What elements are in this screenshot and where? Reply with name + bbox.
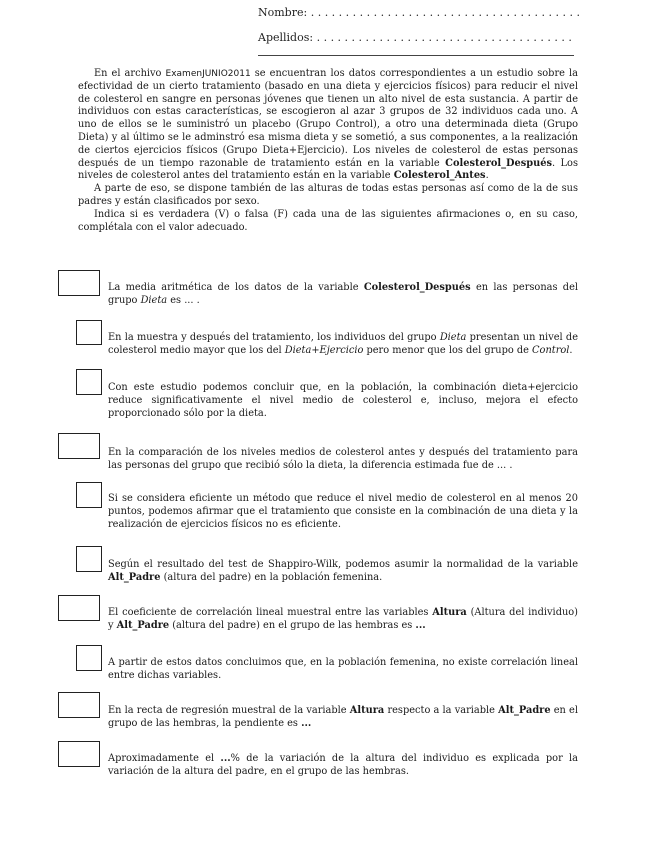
question-9: En la recta de regresión muestral de la variable Altura respecto a la variable Alt_Padre en el grupo de las hembras, la pendiente es ...: [108, 705, 578, 729]
intro-text: [78, 68, 578, 234]
apellidos-dots: . . . . . . . . . . . . . . . . . . . . . . . . . . . . . . . . . . . . .: [316, 31, 572, 44]
header-divider: [258, 55, 574, 56]
question-10: Aproximadamente el ...% de la variación de la altura del individuo es explicada por la variación de la altura del padre, en el grupo de las hembras.: [108, 753, 578, 777]
apellidos-field: [258, 31, 572, 44]
file-name: ExamenJUNIO2011: [165, 69, 251, 79]
answer-box-6[interactable]: [76, 546, 102, 572]
question-1: La media aritmética de los datos de la variable Colesterol_Después en las personas del grupo Dieta es ... .: [108, 282, 579, 306]
apellidos-label: Apellidos:: [258, 31, 314, 44]
nombre-label: Nombre:: [258, 6, 308, 19]
question-5: Si se considera eficiente un método que reduce el nivel medio de colesterol en al menos 20 puntos, podemos afirmar que el tratamiento que consiste en la combinación de una dieta y la realización de ejercicios físicos no es eficiente.: [108, 493, 578, 530]
answer-box-5[interactable]: [76, 482, 102, 508]
answer-box-4[interactable]: [58, 433, 100, 459]
question-3: Con este estudio podemos concluir que, en la población, la combinación dieta+ejercicio reduce significativamente el nivel medio de colesterol e, incluso, mejora el efecto proporcionado sólo por la dieta.: [108, 382, 578, 419]
question-2: En la muestra y después del tratamiento, los individuos del grupo Dieta presentan un nivel de colesterol medio mayor que los del Dieta+Ejercicio pero menor que los del grupo de Control.: [108, 332, 578, 356]
var-colesterol-despues: Colesterol_Después: [445, 157, 552, 169]
answer-box-9[interactable]: [58, 692, 100, 718]
answer-box-10[interactable]: [58, 741, 100, 767]
answer-box-2[interactable]: [76, 320, 102, 345]
var-colesterol-antes: Colesterol_Antes: [393, 170, 486, 182]
answer-box-7[interactable]: [58, 595, 100, 621]
question-7: El coeficiente de correlación lineal muestral entre las variables Altura (Altura del individuo) y Alt_Padre (altura del padre) en el grupo de las hembras es ...: [108, 607, 578, 631]
answer-box-3[interactable]: [76, 369, 102, 395]
question-6: Según el resultado del test de Shappiro-Wilk, podemos asumir la normalidad de la variable Alt_Padre (altura del padre) en la población femenina.: [108, 559, 578, 583]
answer-box-8[interactable]: [76, 645, 102, 671]
answer-box-1[interactable]: [58, 270, 100, 296]
intro-paragraph-1: En el archivo ExamenJUNIO2011 se encuentran los datos correspondientes a un estudio sobre la efectividad de un cierto tratamiento (basado en una dieta y ejercicios físicos) para reducir el nivel de colesterol en sangre en personas jóvenes que tienen un alto nivel de esta sustancia. A partir de individuos con estas características, se escogieron al azar 3 grupos de 32 individuos cada uno. A uno de ellos se le suministró un placebo (Grupo Control), a otro una determinada dieta (Grupo Dieta) y al último se le adminstró esa misma dieta y se sometió, a sus componentes, a la realización de ciertos ejercicios físicos (Grupo Dieta+Ejercicio). Los niveles de colesterol de estas personas después de un tiempo razonable de tratamiento están en la variable Colesterol_Después. Los niveles de colesterol antes del tratamiento están en la variable Colesterol_Antes.: [78, 68, 578, 182]
question-4: En la comparación de los niveles medios de colesterol antes y después del tratamiento para las personas del grupo que recibió sólo la dieta, la diferencia estimada fue de ... .: [108, 447, 578, 471]
nombre-field: [258, 6, 580, 19]
intro-paragraph-2: A parte de eso, se dispone también de las alturas de todas estas personas así como de la de sus padres y están clasificados por sexo.: [78, 183, 578, 207]
question-8: A partir de estos datos concluimos que, en la población femenina, no existe correlación lineal entre dichas variables.: [108, 657, 578, 681]
nombre-dots: . . . . . . . . . . . . . . . . . . . . . . . . . . . . . . . . . . . . . . .: [310, 6, 580, 19]
intro-paragraph-3: Indica si es verdadera (V) o falsa (F) cada una de las siguientes afirmaciones o, en su caso, complétala con el valor adecuado.: [78, 208, 578, 233]
